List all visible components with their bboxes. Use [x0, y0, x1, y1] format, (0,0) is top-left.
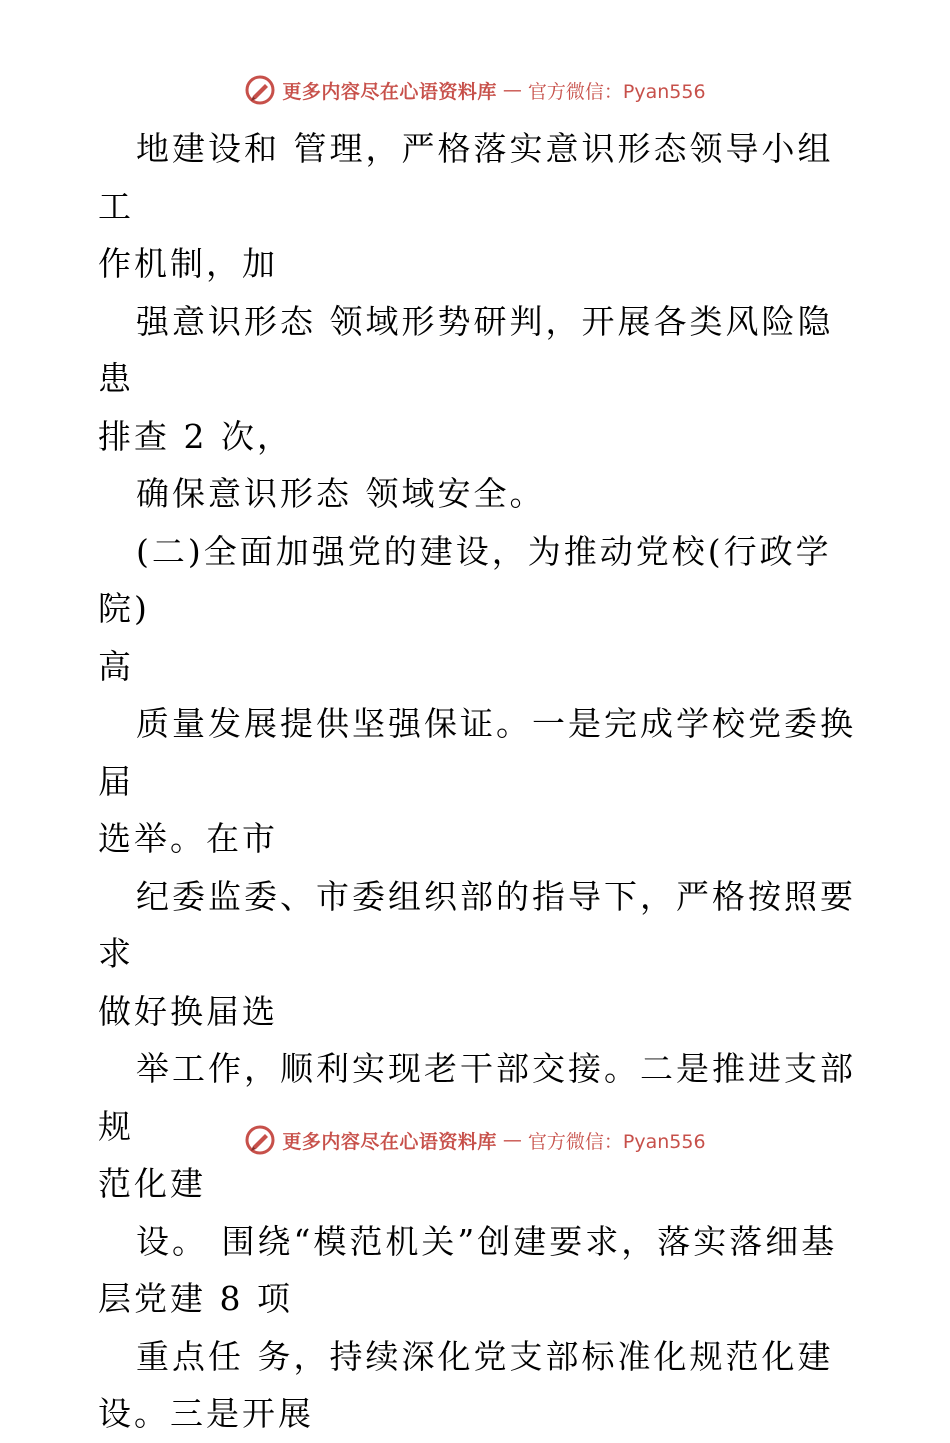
paragraph-line: 质量发展提供坚强保证。一是完成学校党委换届	[98, 704, 856, 801]
paragraph-6	[98, 868, 868, 1041]
paragraph-5	[98, 695, 868, 868]
paragraph-line: (二)全面加强党的建设，为推动党校(行政学院)	[98, 531, 832, 628]
paragraph-continuation: 选举。在市	[98, 819, 278, 858]
header-separator: —	[502, 79, 522, 101]
paragraph-9	[98, 1328, 868, 1443]
paragraph-4	[98, 523, 868, 696]
paragraph-continuation: 设。三是开展	[98, 1394, 314, 1433]
document-body	[98, 120, 868, 1443]
header-wechat-text: 官方微信：Pyan556	[527, 80, 706, 103]
footer-promo-text: 更多内容尽在心语资料库	[282, 1130, 497, 1153]
footer-banner	[0, 1122, 950, 1158]
paragraph-continuation: 高	[98, 646, 134, 686]
paragraph-line: 设。 围绕“模范机关”创建要求，落实落细基	[136, 1221, 838, 1261]
paragraph-continuation: 层党建 8 项	[98, 1279, 293, 1318]
footer-wechat-text: 官方微信：Pyan556	[527, 1130, 706, 1153]
header-banner	[0, 72, 950, 108]
paragraph-line: 地建设和 管理，严格落实意识形态领导小组工	[98, 129, 834, 226]
header-promo-text: 更多内容尽在心语资料库	[282, 80, 497, 103]
paragraph-line: 举工作，顺利实现老干部交接。二是推进支部规	[98, 1049, 856, 1146]
paragraph-continuation: 范化建	[98, 1164, 206, 1203]
pen-logo-icon	[244, 74, 276, 106]
paragraph-2	[98, 293, 868, 466]
paragraph-continuation: 排查 2 次，	[98, 416, 293, 456]
paragraph-line: 纪委监委、市委组织部的指导下，严格按照要求	[98, 876, 856, 973]
paragraph-continuation: 作机制，加	[98, 244, 278, 283]
pen-logo-icon	[244, 1124, 276, 1156]
paragraph-1	[98, 120, 868, 293]
paragraph-line: 重点任 务，持续深化党支部标准化规范化建	[136, 1336, 834, 1376]
paragraph-3	[98, 465, 868, 523]
paragraph-line: 强意识形态 领域形势研判，开展各类风险隐患	[98, 301, 834, 398]
paragraph-line: 确保意识形态 领域安全。	[136, 474, 546, 513]
paragraph-continuation: 做好换届选	[98, 991, 278, 1031]
footer-separator: —	[502, 1129, 522, 1151]
